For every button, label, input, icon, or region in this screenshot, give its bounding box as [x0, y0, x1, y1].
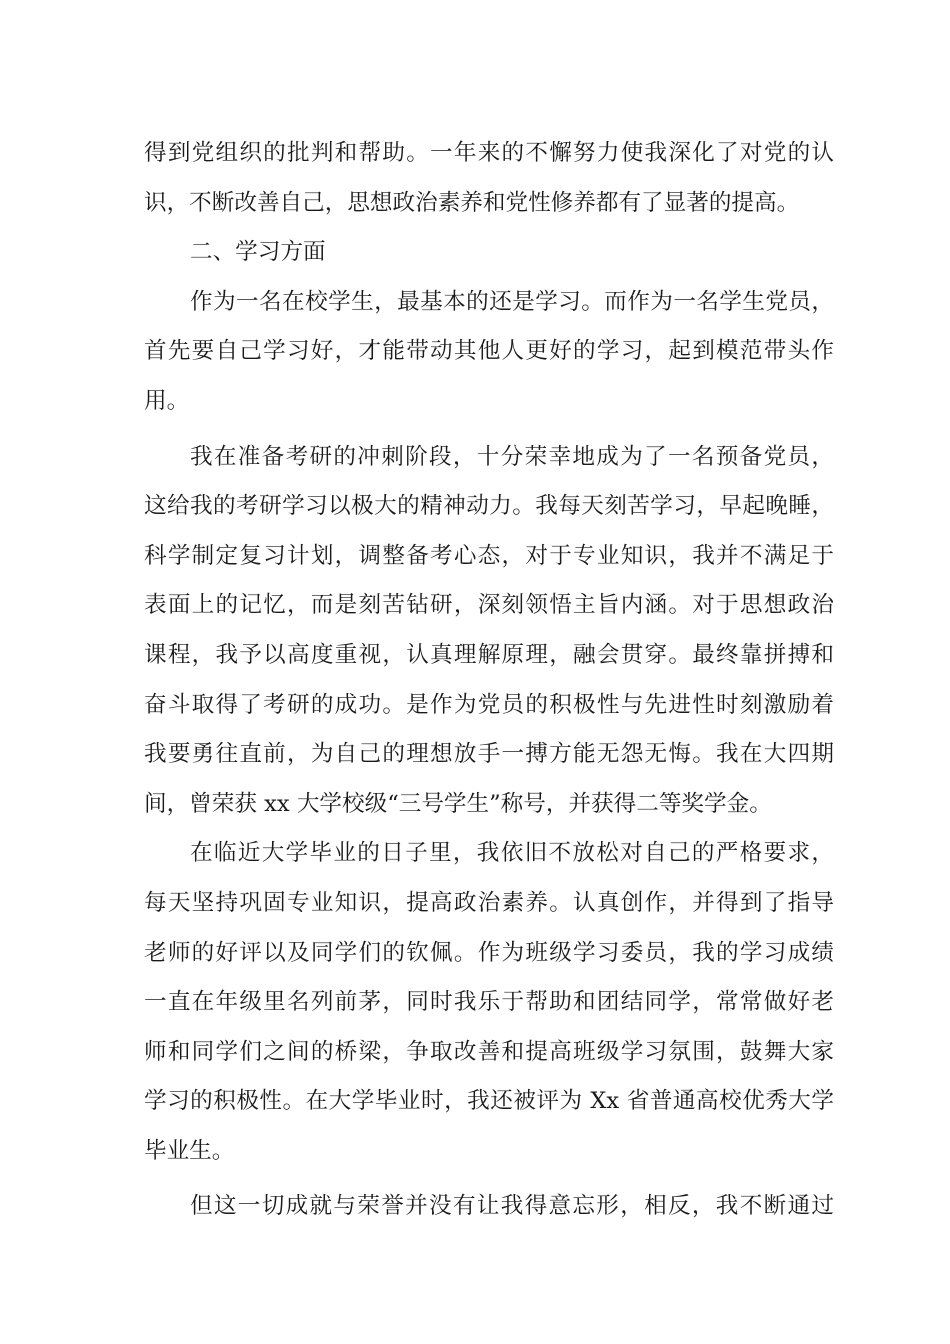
text-line: 我要勇往直前，为自己的理想放手一搏方能无怨无悔。我在大四期: [144, 741, 834, 768]
document-body: [144, 129, 834, 1232]
paragraph-reflection: [144, 1182, 834, 1232]
paragraph-exam-preparation: [144, 433, 834, 830]
paragraph-graduation: [144, 829, 834, 1176]
text-line: 首先要自己学习好，才能带动其他人更好的学习，起到模范带头作: [144, 338, 834, 365]
text-line: 老师的好评以及同学们的钦佩。作为班级学习委员，我的学习成绩: [144, 939, 834, 966]
paragraph-study-basics: [144, 278, 834, 427]
text-line: 课程，我予以高度重视，认真理解原理，融会贯穿。最终靠拼搏和: [144, 641, 834, 668]
text-line: 奋斗取得了考研的成功。是作为党员的积极性与先进性时刻激励着: [144, 691, 834, 718]
text-line: 一直在年级里名列前茅，同时我乐于帮助和团结同学，常常做好老: [144, 989, 834, 1016]
text-line: 得到党组织的批判和帮助。一年来的不懈努力使我深化了对党的认: [144, 140, 834, 166]
text-line: 表面上的记忆，而是刻苦钻研，深刻领悟主旨内涵。对于思想政治: [144, 592, 834, 619]
text-line: 科学制定复习计划，调整备考心态，对于专业知识，我并不满足于: [144, 542, 834, 569]
text-line: 间，曾荣获 xx 大学校级“三号学生”称号，并获得二等奖学金。: [144, 790, 772, 817]
text-line: 这给我的考研学习以极大的精神动力。我每天刻苦学习，早起晚睡，: [144, 493, 834, 520]
text-line: 作为一名在校学生，最基本的还是学习。而作为一名学生党员，: [190, 288, 834, 315]
paragraph-continuation: [144, 129, 834, 228]
text-line: 识，不断改善自己，思想政治素养和党性修养都有了显著的提高。: [144, 189, 800, 216]
text-line: 但这一切成就与荣誉并没有让我得意忘形，相反，我不断通过: [190, 1193, 834, 1220]
text-line: 学习的积极性。在大学毕业时，我还被评为 Xx 省普通高校优秀大学: [144, 1088, 834, 1115]
text-line: 每天坚持巩固专业知识，提高政治素养。认真创作，并得到了指导: [144, 889, 834, 916]
text-line: 用。: [144, 387, 190, 414]
text-line: 毕业生。: [144, 1137, 235, 1164]
heading-text: 二、学习方面: [190, 239, 326, 266]
text-line: 师和同学们之间的桥梁，争取改善和提高班级学习氛围，鼓舞大家: [144, 1038, 834, 1065]
text-line: 我在准备考研的冲刺阶段，十分荣幸地成为了一名预备党员，: [190, 443, 834, 470]
text-line: 在临近大学毕业的日子里，我依旧不放松对自己的严格要求，: [190, 840, 834, 867]
section-heading: [144, 228, 834, 278]
